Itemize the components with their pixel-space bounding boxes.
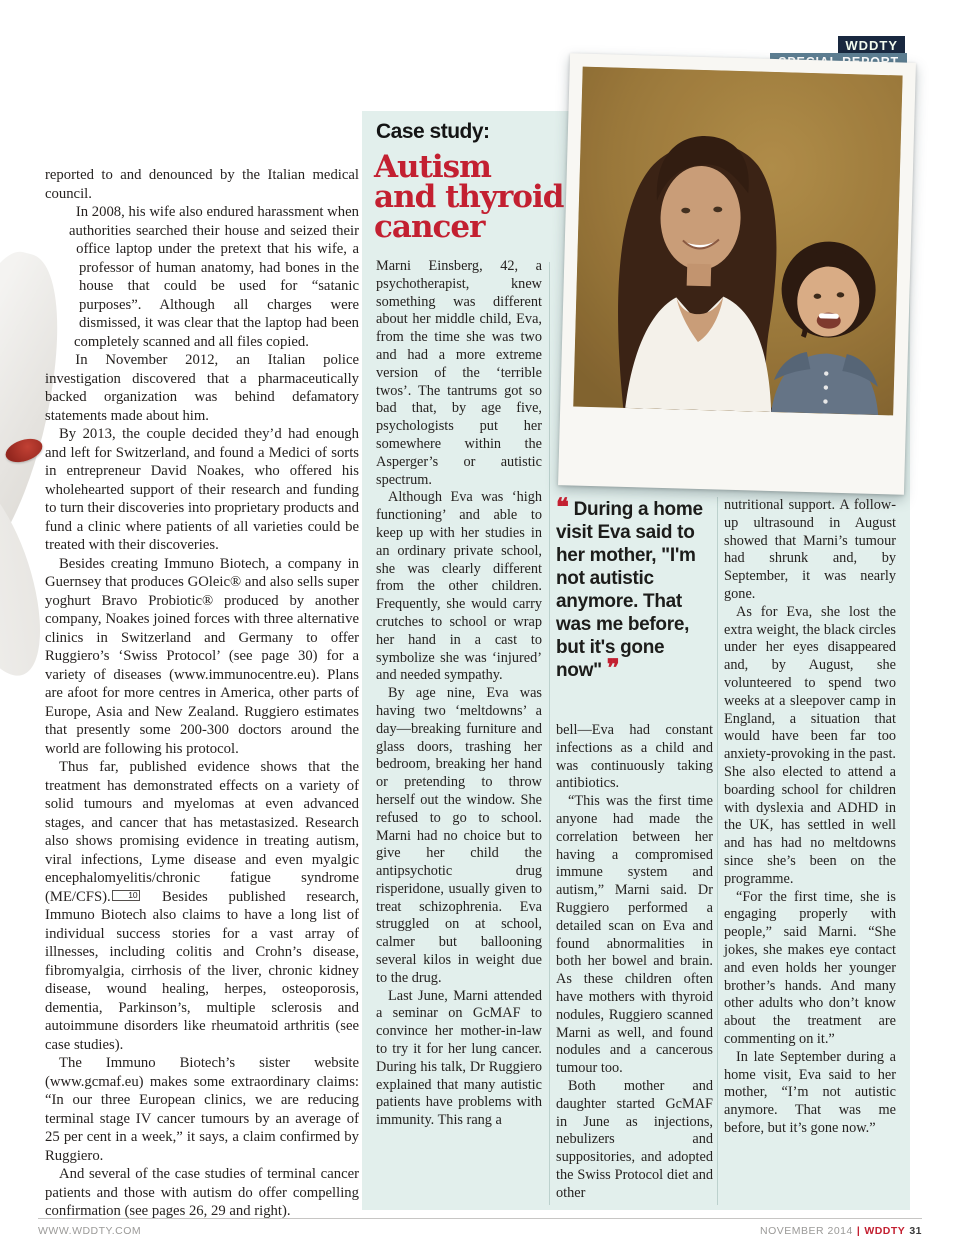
close-quote-icon: ❞ [606,655,620,682]
paragraph-text: In 2008, his wife also endured harassment when authorities searched their house and seized their office laptop under the pretext that his wife, a professor of human anatomy, had bones in the house that could be used for “satanic purposes”. Although all charges were dismissed, it was clear that the laptop had been completely scanned and all files copied. [68,204,359,350]
body-paragraph: By age nine, Eva was having two ‘meltdowns’ a day—breaking furniture and glass doors, trashing her bedroom, breaking her hand or pretending to throw herself out the window. She refused to go to school. Marni had no choice but to give her child the antipsychotic drug risperidone, usually given to treat schizophrenia. Eva struggled on at school, calmer but ballooning several kilos in weight due to the drug. [376,685,542,986]
body-paragraph: Last June, Marni attended a seminar on GcMAF to convince her mother-in-law to try it for her lung cancer. During his talk, Dr Ruggiero explained that many autistic patients have problems with immunity. This rang a [376,987,542,1129]
title-line: and thyroid [374,179,564,215]
body-paragraph: In November 2012, an Italian police investigation discovered that a pharmaceutically backed organization was behind defamatory statements made about him. [45,352,359,424]
footnote-reference: 10 [112,890,140,901]
paragraph-text: Besides published research, Immuno Biotech also claims to have a long list of individual success stories for a vast array of illnesses, including colitis and Crohn’s disease, fibromyalgia, cirrhosis of the liver, chronic kidney disease, wound healing, herpes, osteoporosis, dementia, Parkinson’s, multiple sclerosis and autoimmune disorders like rheumatoid arthritis (see case studies). [45,888,359,1053]
case-study-photo [558,53,916,494]
body-paragraph: Besides creating Immuno Biotech, a company in Guernsey that produces GOleic® and also sells super yoghurt Bravo Probiotic® produced by another company, Noakes joined forces with three alternative clinics in Switzerland and Germany to offer Ruggiero’s ‘Swiss Protocol’ (see page 30) for a variety of diseases (www.immunocentre.eu). Plans are afoot for more centres in America, other parts of Europe, Asia and New Zealand. Ruggiero estimates that presently some 200-300 doctors around the world are following his protocol. [45,555,359,757]
body-paragraph: And several of the case studies of terminal cancer patients and those with autism do offer compelling confirmation (see pages 26, 29 and right). [45,1166,359,1219]
body-paragraph: “For the first time, she is engaging properly with people,” said Marni. “She jokes, she makes eye contact and even holds her younger brother’s hands. And many other adults who don’t know about the treatment are commenting on it.” [724,888,896,1047]
page-footer [38,1218,922,1237]
pull-quote-text: During a home visit Eva said to her mother, "I'm not autistic anymore. That was me before, but it's gone now" [556,499,703,681]
footer-brand: WDDTY [864,1225,906,1237]
footer-issue-date: NOVEMBER 2014 [759,1225,853,1237]
image-cutout-spacer [39,290,79,366]
case-study-title [374,149,574,245]
case-study-kicker: Case study: [376,120,490,143]
case-study-column-1 [376,258,542,1130]
pull-quote [556,494,714,682]
title-line: cancer [374,209,485,245]
body-paragraph: “This was the first time anyone had made the correlation between her having a compromised immune system and autism,” Marni said. Dr Ruggiero performed a detailed scan on Eva and found abnormalities in both her bowel and brain. As these children often have mothers with thyroid nodules, Ruggiero scanned Marni as well, and found nodules and a cancerous tumour too. [556,793,713,1077]
body-paragraph: nutritional support. A follow-up ultrasound in August showed that Marni’s tumour had shrunk and, by September, it was nearly gone. [724,497,896,602]
article-left-column [45,166,359,1221]
body-paragraph: Marni Einsberg, 42, a psychotherapist, knew something was different about her middle child, Eva, from the time she was two and had a more extreme version of the ‘terrible twos’. The tantrums got so bad that, by age five, psychologists put her somewhere within the Asperger’s or autistic spectrum. [376,258,542,488]
mother-and-daughter-illustration [573,67,902,416]
body-paragraph: By 2013, the couple decided they’d had enough and left for Switzerland, and found a Medici of sorts in entrepreneur David Noakes, who offered his wholehearted support of their research and funding to turn their discoveries into proprietary products and fund a clinic where patients of all varieties could be treated with their discoveries. [45,426,359,553]
body-paragraph: The Immuno Biotech’s sister website (www.gcmaf.eu) makes some extraordinary claims: “In our three European clinics, we are reducing terminal stage IV cancer tumours by an average of 25 per cent in a week,” it says, a claim confirmed by Ruggiero. [45,1055,359,1164]
body-paragraph: Both mother and daughter started GcMAF in June as injections, nebulizers and suppositories, and adopted the Swiss Protocol diet and other [556,1077,713,1201]
body-paragraph [45,758,359,1054]
body-paragraph: As for Eva, she lost the extra weight, the black circles under her eyes disappeared and, by August, she volunteered to spend two weeks at a sleepover camp in England, a situation that would have been far too anxiety-provoking in the past. She also elected to attend a boarding school for children with dyslexia and ADHD in the UK, has settled in well and has had no meltdowns since she’s been on the programme. [724,603,896,887]
photo-area [573,67,902,416]
body-paragraph: In late September during a home visit, Eva said to her mother, “I’m not autistic anymore. That was me before, but it’s gone now.” [724,1048,896,1136]
title-line: Autism [374,149,491,185]
column-rule [717,497,718,1205]
case-study-column-2 [556,722,713,1203]
footer-page-number: 31 [909,1225,922,1237]
paragraph-text: Thus far, published evidence shows that the treatment has demonstrated effects on a variety of solid tumours and myelomas at even advanced stages, and cancer that has metastasized. Research also shows promising evidence in treating autism, viral infections, Lyme disease and even myalgic encephalomyelitis/chronic fatigue syndrome (ME/CFS). [45,759,359,905]
body-paragraph [45,203,359,351]
case-study-column-3 [724,497,896,1138]
footer-right [760,1225,922,1237]
body-paragraph: bell—Eva had constant infections as a child and was continuously taking antibiotics. [556,722,713,792]
wddty-logo: WDDTY [838,36,905,54]
footer-site-url: WWW.WDDTY.COM [38,1225,142,1237]
footer-divider: | [856,1225,861,1237]
body-paragraph: reported to and denounced by the Italian medical council. [45,167,359,202]
open-quote-icon: ❝ [556,494,569,521]
body-paragraph: Although Eva was ‘high functioning’ and able to keep up with her studies in an ordinary private school, she was clearly different from the other children. Frequently, she would carry crutches to school or wrap her hand in a cast to symbolize she was ‘injured’ and needed sympathy. [376,489,542,684]
column-rule [549,262,550,1205]
